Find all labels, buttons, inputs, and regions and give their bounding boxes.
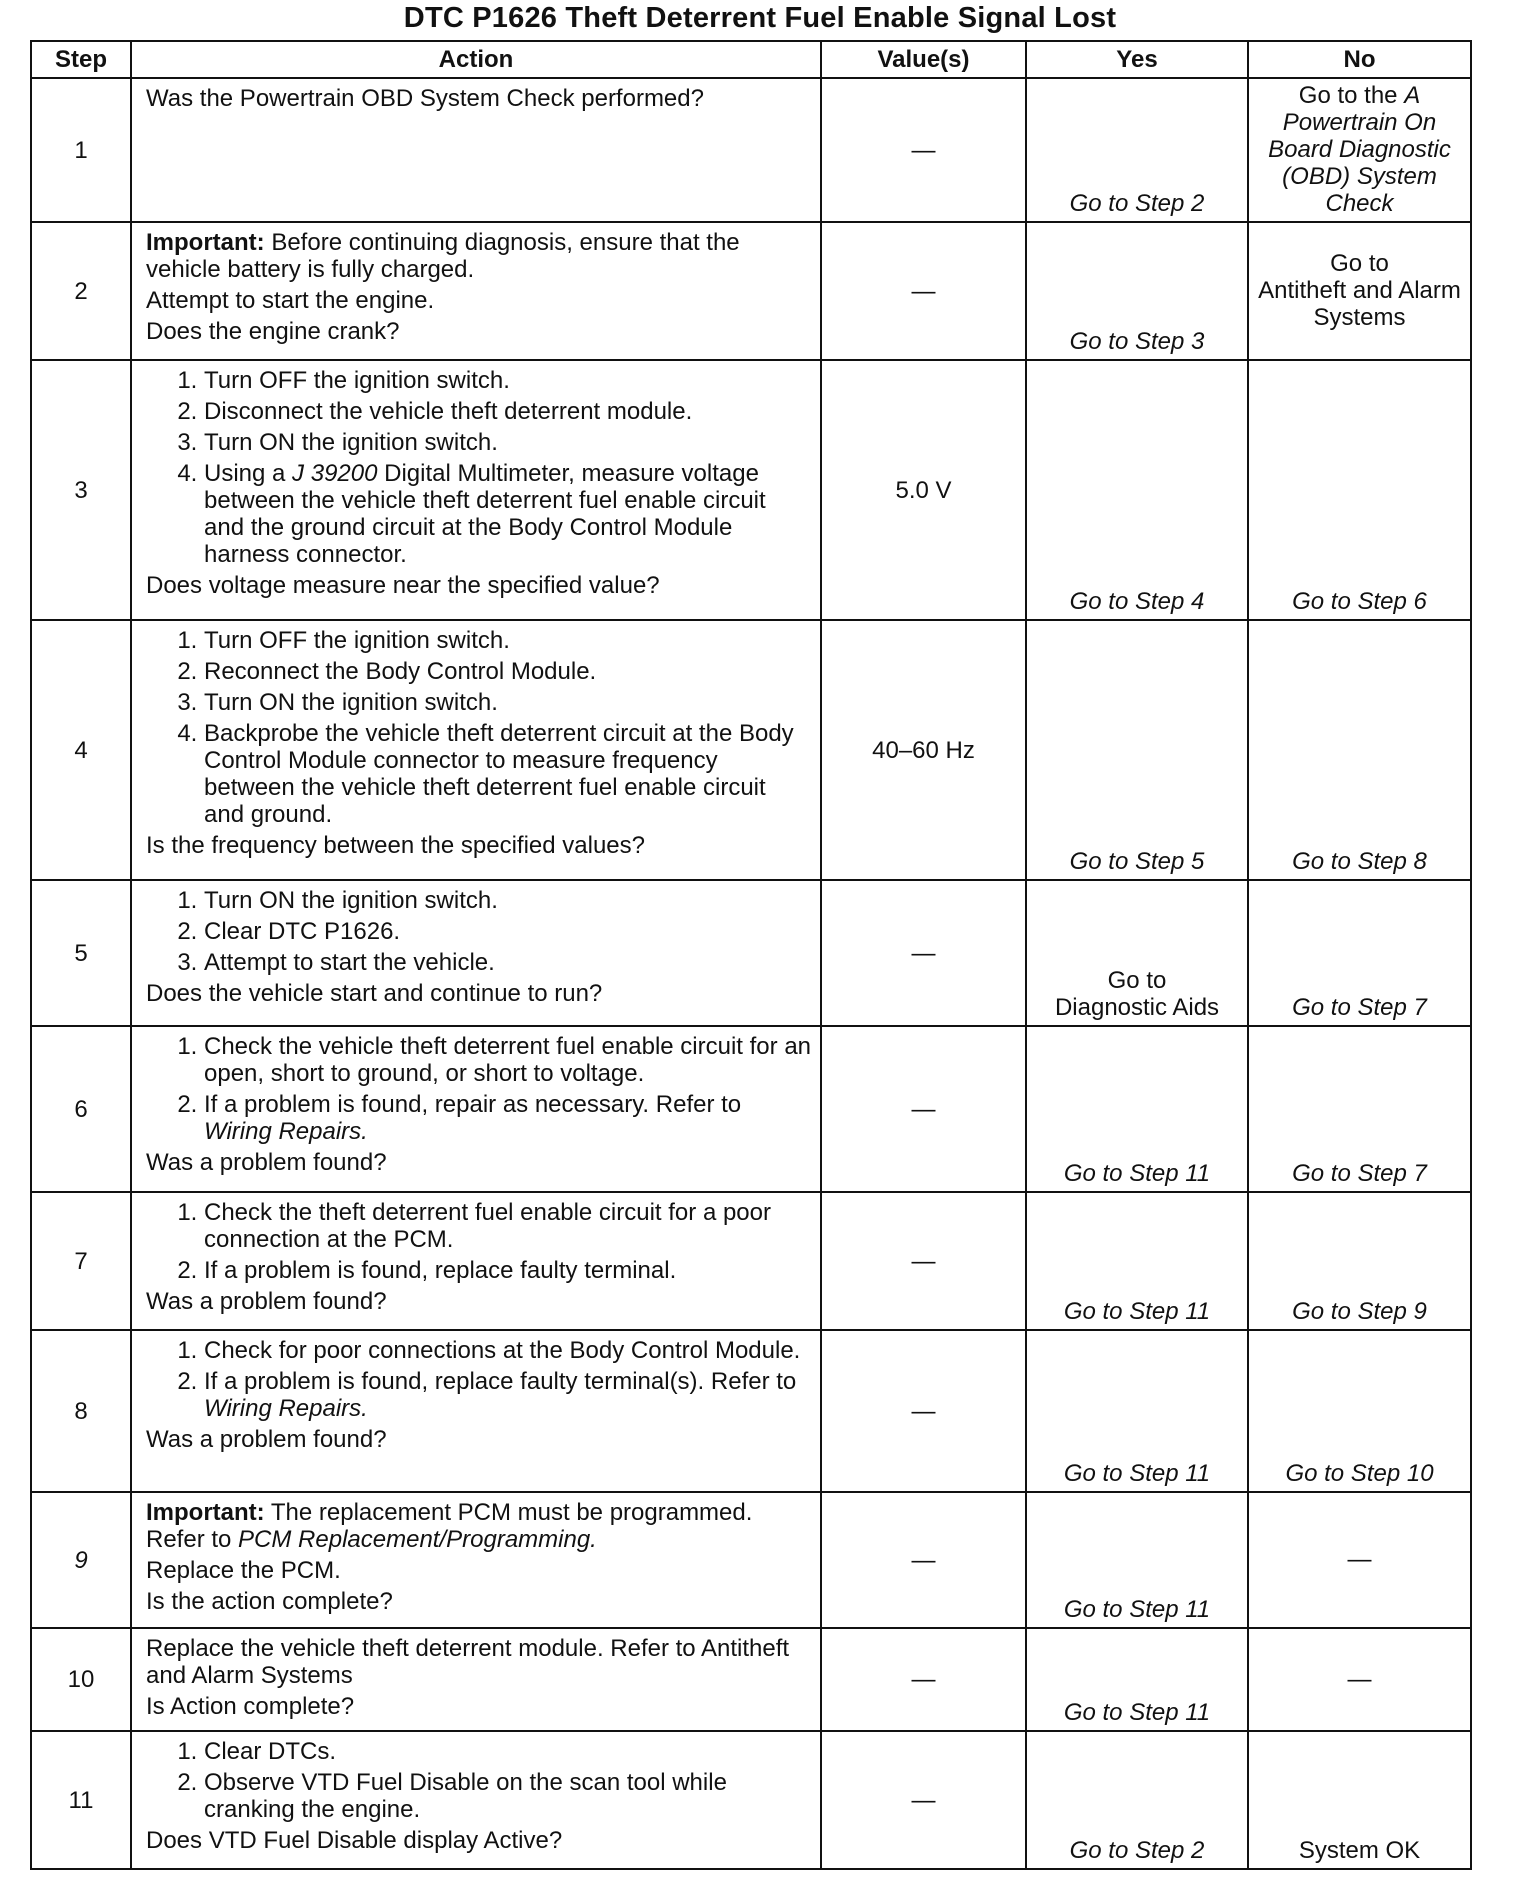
value-cell: — — [821, 1026, 1026, 1192]
table-header-row — [31, 41, 1471, 78]
action-step: 4. Backprobe the vehicle theft deterrent circuit at the Body Control Module connector to measure frequency between the vehicle theft deterrent fuel enable circuit and ground. — [204, 720, 812, 828]
yes-cell: Go to Step 11 — [1026, 1330, 1248, 1492]
action-step: 3. Turn ON the ignition switch. — [204, 689, 812, 716]
action-steps — [146, 1033, 812, 1145]
action-question: Is Action complete? — [146, 1693, 355, 1720]
no-cell: Go to Step 7 — [1248, 1026, 1471, 1192]
step-number: 3 — [31, 360, 131, 620]
yes-cell: Go to Step 3 — [1026, 222, 1248, 360]
table-row — [31, 1192, 1471, 1330]
important-text: The replacement PCM must be programmed. Refer to — [146, 1499, 753, 1553]
yes-cell: Go to Step 11 — [1026, 1026, 1248, 1192]
reference-text: Wiring Repairs. — [204, 1395, 368, 1422]
action-question: Does the vehicle start and continue to run? — [146, 980, 603, 1007]
header-no: No — [1248, 41, 1471, 78]
action-cell — [131, 1026, 821, 1192]
no-cell: Go to Step 7 — [1248, 880, 1471, 1026]
action-step — [204, 460, 812, 568]
action-cell — [131, 620, 821, 880]
important-text: Before continuing diagnosis, ensure that the vehicle battery is fully charged. — [146, 229, 740, 283]
value-cell: 40–60 Hz — [821, 620, 1026, 880]
step-text: Using a — [204, 460, 286, 487]
step-number: 4 — [31, 620, 131, 880]
important-note — [146, 229, 812, 283]
action-question: Does the engine crank? — [146, 318, 400, 345]
action-step: 2. Disconnect the vehicle theft deterrent module. — [204, 398, 812, 425]
yes-reference: Diagnostic Aids — [1054, 994, 1220, 1021]
no-cell: Go to Step 9 — [1248, 1192, 1471, 1330]
yes-cell: Go to Step 11 — [1026, 1628, 1248, 1731]
no-text: Go to — [1330, 250, 1389, 277]
value-cell: — — [821, 1330, 1026, 1492]
yes-text: Go to — [1107, 967, 1167, 994]
action-steps — [146, 1738, 812, 1823]
header-yes: Yes — [1026, 41, 1248, 78]
action-step: 1. Turn OFF the ignition switch. — [204, 367, 812, 394]
action-line: Replace the PCM. — [146, 1557, 341, 1584]
action-cell — [131, 1492, 821, 1628]
action-question: Does voltage measure near the specified value? — [146, 572, 660, 599]
no-cell: — — [1248, 1492, 1471, 1628]
action-step: 1. Check the vehicle theft deterrent fuel enable circuit for an open, short to ground, or short to voltage. — [204, 1033, 812, 1087]
action-step: 2. Clear DTC P1626. — [204, 918, 812, 945]
step-text: Digital Multimeter, measure voltage between the vehicle theft deterrent fuel enable circuit and the ground circuit at the Body Control Module harness connector. — [204, 460, 766, 568]
action-question: Was a problem found? — [146, 1288, 387, 1315]
action-step: 1. Clear DTCs. — [204, 1738, 812, 1765]
table-row — [31, 620, 1471, 880]
no-text: Go to the — [1298, 82, 1398, 109]
reference-text: Wiring Repairs. — [204, 1118, 368, 1145]
action-question: Is the action complete? — [146, 1588, 393, 1615]
table-row — [31, 1731, 1471, 1869]
no-cell: System OK — [1248, 1731, 1471, 1869]
action-cell — [131, 1192, 821, 1330]
step-number: 1 — [31, 78, 131, 222]
table-row — [31, 1492, 1471, 1628]
step-number: 11 — [31, 1731, 131, 1869]
action-step: 2. If a problem is found, replace faulty terminal. — [204, 1257, 812, 1284]
action-line: Replace the vehicle theft deterrent module. Refer to Antitheft and Alarm Systems — [146, 1635, 790, 1689]
step-number: 8 — [31, 1330, 131, 1492]
action-cell — [131, 360, 821, 620]
action-step: 1. Turn OFF the ignition switch. — [204, 627, 812, 654]
step-number: 9 — [31, 1492, 131, 1628]
reference-text: PCM Replacement/Programming. — [238, 1526, 597, 1553]
diagnostic-table — [30, 40, 1472, 1870]
action-question: Was the Powertrain OBD System Check performed? — [146, 85, 704, 112]
table-row — [31, 880, 1471, 1026]
yes-cell — [1026, 880, 1248, 1026]
yes-cell: Go to Step 5 — [1026, 620, 1248, 880]
action-question: Is the frequency between the specified values? — [146, 832, 645, 859]
action-steps — [146, 1199, 812, 1284]
value-cell: — — [821, 222, 1026, 360]
action-steps — [146, 1337, 812, 1422]
table-row — [31, 222, 1471, 360]
value-cell: — — [821, 78, 1026, 222]
no-reference: A Powertrain On Board Diagnostic (OBD) System Check — [1268, 82, 1451, 217]
no-cell — [1248, 222, 1471, 360]
value-cell: — — [821, 1492, 1026, 1628]
value-cell: 5.0 V — [821, 360, 1026, 620]
page-title: DTC P1626 Theft Deterrent Fuel Enable Signal Lost — [403, 2, 1117, 34]
table-row — [31, 1628, 1471, 1731]
action-step: 1. Check for poor connections at the Body Control Module. — [204, 1337, 812, 1364]
action-cell — [131, 1731, 821, 1869]
important-note — [146, 1499, 812, 1553]
value-cell: — — [821, 1628, 1026, 1731]
table-row — [31, 78, 1471, 222]
action-cell — [131, 78, 821, 222]
action-step: 2. Reconnect the Body Control Module. — [204, 658, 812, 685]
yes-cell: Go to Step 11 — [1026, 1192, 1248, 1330]
no-cell: Go to Step 8 — [1248, 620, 1471, 880]
important-label: Important: — [146, 1499, 265, 1526]
header-step: Step — [31, 41, 131, 78]
step-number: 2 — [31, 222, 131, 360]
action-cell — [131, 880, 821, 1026]
step-text: If a problem is found, replace faulty terminal(s). Refer to — [204, 1368, 797, 1395]
step-text: If a problem is found, repair as necessary. Refer to — [204, 1091, 742, 1118]
step-number: 5 — [31, 880, 131, 1026]
value-cell: — — [821, 880, 1026, 1026]
action-steps — [146, 627, 812, 828]
action-cell — [131, 222, 821, 360]
value-cell: — — [821, 1731, 1026, 1869]
action-cell — [131, 1628, 821, 1731]
yes-cell: Go to Step 2 — [1026, 78, 1248, 222]
action-step: 3. Turn ON the ignition switch. — [204, 429, 812, 456]
step-number: 10 — [31, 1628, 131, 1731]
no-cell — [1248, 78, 1471, 222]
action-line: Attempt to start the engine. — [146, 287, 435, 314]
action-cell — [131, 1330, 821, 1492]
action-question: Was a problem found? — [146, 1149, 387, 1176]
action-step: 3. Attempt to start the vehicle. — [204, 949, 812, 976]
action-step — [204, 1368, 812, 1422]
yes-cell: Go to Step 4 — [1026, 360, 1248, 620]
action-question: Does VTD Fuel Disable display Active? — [146, 1827, 563, 1854]
action-question: Was a problem found? — [146, 1426, 387, 1453]
step-number: 7 — [31, 1192, 131, 1330]
action-step: 2. Observe VTD Fuel Disable on the scan tool while cranking the engine. — [204, 1769, 812, 1823]
action-step: 1. Check the theft deterrent fuel enable circuit for a poor connection at the PCM. — [204, 1199, 812, 1253]
yes-cell: Go to Step 11 — [1026, 1492, 1248, 1628]
table-row — [31, 360, 1471, 620]
action-steps — [146, 367, 812, 568]
header-values: Value(s) — [821, 41, 1026, 78]
action-step: 1. Turn ON the ignition switch. — [204, 887, 812, 914]
tool-reference: J 39200 — [292, 460, 378, 487]
table-row — [31, 1330, 1471, 1492]
value-cell: — — [821, 1192, 1026, 1330]
no-reference: Antitheft and Alarm Systems — [1258, 277, 1461, 331]
yes-cell: Go to Step 2 — [1026, 1731, 1248, 1869]
step-number: 6 — [31, 1026, 131, 1192]
no-cell: — — [1248, 1628, 1471, 1731]
action-steps — [146, 887, 812, 976]
action-step — [204, 1091, 812, 1145]
header-action: Action — [131, 41, 821, 78]
no-cell: Go to Step 6 — [1248, 360, 1471, 620]
no-cell: Go to Step 10 — [1248, 1330, 1471, 1492]
important-label: Important: — [146, 229, 265, 256]
table-row — [31, 1026, 1471, 1192]
